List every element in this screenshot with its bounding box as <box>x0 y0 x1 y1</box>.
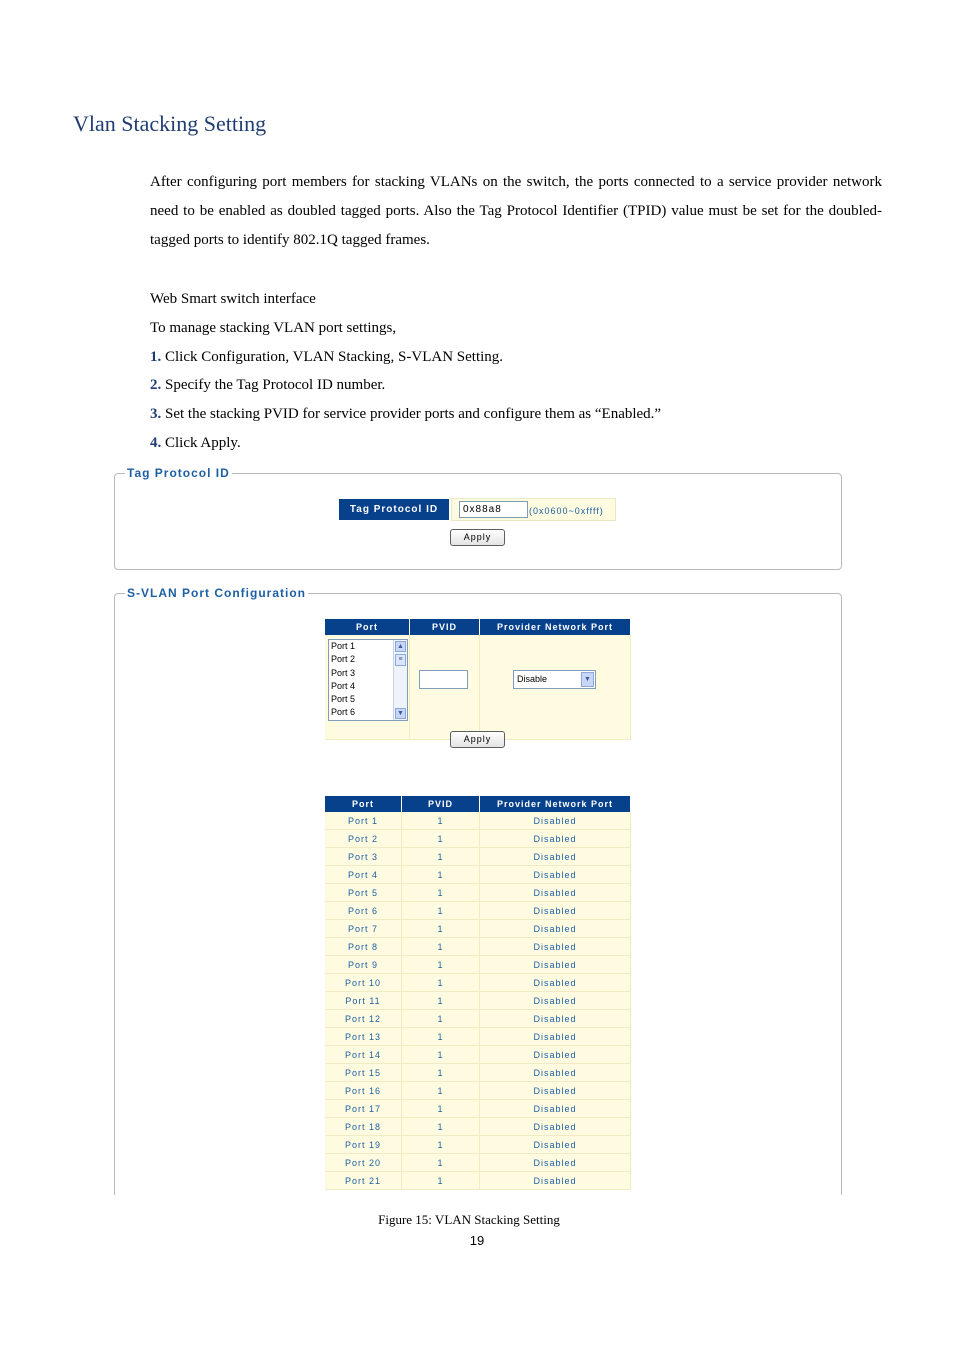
table-row <box>325 1028 631 1046</box>
step-number: 2. <box>150 377 162 393</box>
status-port-cell: Port 1 <box>325 812 402 830</box>
interface-label: Web Smart switch interface <box>150 291 316 307</box>
table-row <box>325 866 631 884</box>
step-number: 3. <box>150 406 162 422</box>
status-provider-cell: Disabled <box>480 956 631 974</box>
status-provider-cell: Disabled <box>480 812 631 830</box>
status-col-provider: Provider Network Port <box>480 796 631 812</box>
scroll-up-icon[interactable]: ▲ <box>395 641 406 652</box>
port-listbox[interactable] <box>328 639 408 721</box>
status-pvid-cell: 1 <box>402 1136 480 1154</box>
status-col-port: Port <box>325 796 402 812</box>
status-port-cell: Port 17 <box>325 1100 402 1118</box>
step-number: 4. <box>150 435 162 451</box>
port-option[interactable]: Port 1 <box>331 641 356 651</box>
table-row <box>325 956 631 974</box>
status-port-cell: Port 8 <box>325 938 402 956</box>
status-pvid-cell: 1 <box>402 830 480 848</box>
status-provider-cell: Disabled <box>480 1010 631 1028</box>
status-provider-cell: Disabled <box>480 1046 631 1064</box>
tpid-label: Tag Protocol ID <box>339 499 449 520</box>
status-port-cell: Port 7 <box>325 920 402 938</box>
table-row <box>325 974 631 992</box>
status-provider-cell: Disabled <box>480 974 631 992</box>
page-number: 19 <box>469 1233 485 1248</box>
status-pvid-cell: 1 <box>402 866 480 884</box>
step-4 <box>150 433 241 453</box>
svlan-apply-button[interactable]: Apply <box>450 731 505 748</box>
figure-caption-text: Figure 15: VLAN Stacking Setting <box>378 1212 560 1227</box>
status-provider-cell: Disabled <box>480 992 631 1010</box>
status-port-cell: Port 12 <box>325 1010 402 1028</box>
status-port-cell: Port 10 <box>325 974 402 992</box>
status-pvid-cell: 1 <box>402 1082 480 1100</box>
status-pvid-cell: 1 <box>402 1118 480 1136</box>
status-port-cell: Port 2 <box>325 830 402 848</box>
intro-paragraph: After configuring port members for stacking VLANs on the switch, the ports connected to a service provider network need to be enabled as doubled tagged ports. Also the Tag Protocol Identifier (TPID) value must be set for the doubled-tagged ports to identify 802.1Q tagged frames. <box>150 174 882 248</box>
step-text: Specify the Tag Protocol ID number. <box>161 377 386 393</box>
status-pvid-cell: 1 <box>402 812 480 830</box>
step-2 <box>150 375 385 395</box>
status-pvid-cell: 1 <box>402 1064 480 1082</box>
status-pvid-cell: 1 <box>402 956 480 974</box>
table-row <box>325 1118 631 1136</box>
status-port-cell: Port 6 <box>325 902 402 920</box>
table-row <box>325 1010 631 1028</box>
status-provider-cell: Disabled <box>480 884 631 902</box>
status-provider-cell: Disabled <box>480 1064 631 1082</box>
status-col-pvid: PVID <box>402 796 480 812</box>
status-pvid-cell: 1 <box>402 848 480 866</box>
table-row <box>325 848 631 866</box>
status-port-cell: Port 4 <box>325 866 402 884</box>
config-header-row <box>325 619 631 635</box>
status-provider-cell: Disabled <box>480 938 631 956</box>
listbox-scrollbar[interactable] <box>393 640 407 720</box>
status-provider-cell: Disabled <box>480 848 631 866</box>
table-row <box>325 1172 631 1190</box>
table-row <box>325 1136 631 1154</box>
status-pvid-cell: 1 <box>402 920 480 938</box>
status-port-cell: Port 19 <box>325 1136 402 1154</box>
port-option[interactable]: Port 5 <box>331 694 356 705</box>
table-row <box>325 812 631 830</box>
table-row <box>325 884 631 902</box>
status-provider-cell: Disabled <box>480 1082 631 1100</box>
status-provider-cell: Disabled <box>480 1100 631 1118</box>
status-port-cell: Port 13 <box>325 1028 402 1046</box>
scroll-down-icon[interactable]: ▼ <box>395 708 406 719</box>
col-provider: Provider Network Port <box>480 619 631 635</box>
provider-network-select[interactable] <box>513 670 596 689</box>
tpid-apply-button[interactable]: Apply <box>450 529 505 546</box>
figure-caption <box>0 1212 954 1228</box>
status-port-cell: Port 15 <box>325 1064 402 1082</box>
port-option[interactable]: Port 3 <box>331 667 356 678</box>
status-pvid-cell: 1 <box>402 902 480 920</box>
status-provider-cell: Disabled <box>480 830 631 848</box>
table-row <box>325 1046 631 1064</box>
svlan-panel-legend: S-VLAN Port Configuration <box>127 586 306 600</box>
step-1 <box>150 347 503 367</box>
table-row <box>325 1082 631 1100</box>
status-header-row <box>325 796 631 812</box>
step-text: Click Apply. <box>161 435 241 451</box>
status-port-cell: Port 14 <box>325 1046 402 1064</box>
table-row <box>325 938 631 956</box>
status-port-cell: Port 21 <box>325 1172 402 1190</box>
tpid-input[interactable]: 0x88a8 <box>459 501 528 518</box>
svlan-status-table <box>325 796 631 1190</box>
status-port-cell: Port 3 <box>325 848 402 866</box>
step-text: Click Configuration, VLAN Stacking, S-VLAN Setting. <box>161 349 504 365</box>
step-text: Set the stacking PVID for service provider ports and configure them as “Enabled.” <box>161 406 662 422</box>
status-provider-cell: Disabled <box>480 1136 631 1154</box>
status-provider-cell: Disabled <box>480 1154 631 1172</box>
pvid-input[interactable] <box>419 670 468 689</box>
status-port-cell: Port 16 <box>325 1082 402 1100</box>
status-pvid-cell: 1 <box>402 1100 480 1118</box>
status-pvid-cell: 1 <box>402 1010 480 1028</box>
status-provider-cell: Disabled <box>480 920 631 938</box>
status-port-cell: Port 5 <box>325 884 402 902</box>
status-provider-cell: Disabled <box>480 902 631 920</box>
port-option[interactable]: Port 2 <box>331 654 356 665</box>
chevron-down-icon[interactable]: ▼ <box>581 672 594 687</box>
tpid-range-hint: (0x0600~0xffff) <box>529 506 604 516</box>
table-row <box>325 902 631 920</box>
port-option[interactable]: Port 4 <box>331 680 356 691</box>
col-port: Port <box>325 619 410 635</box>
port-option[interactable]: Port 6 <box>331 707 356 718</box>
table-row <box>325 1154 631 1172</box>
section-heading: Vlan Stacking Setting <box>73 111 267 136</box>
table-row <box>325 1064 631 1082</box>
scroll-thumb[interactable]: ≡ <box>395 654 406 666</box>
status-provider-cell: Disabled <box>480 866 631 884</box>
status-port-cell: Port 11 <box>325 992 402 1010</box>
status-provider-cell: Disabled <box>480 1118 631 1136</box>
table-row <box>325 830 631 848</box>
status-port-cell: Port 18 <box>325 1118 402 1136</box>
status-port-cell: Port 20 <box>325 1154 402 1172</box>
status-pvid-cell: 1 <box>402 884 480 902</box>
status-pvid-cell: 1 <box>402 1046 480 1064</box>
table-row <box>325 1100 631 1118</box>
status-pvid-cell: 1 <box>402 1028 480 1046</box>
table-row <box>325 992 631 1010</box>
provider-selected-value: Disable <box>517 674 548 684</box>
status-provider-cell: Disabled <box>480 1028 631 1046</box>
status-port-cell: Port 9 <box>325 956 402 974</box>
table-row <box>325 920 631 938</box>
step-3 <box>150 404 661 424</box>
manage-label: To manage stacking VLAN port settings, <box>150 320 397 336</box>
status-provider-cell: Disabled <box>480 1172 631 1190</box>
col-pvid: PVID <box>410 619 480 635</box>
status-pvid-cell: 1 <box>402 938 480 956</box>
status-pvid-cell: 1 <box>402 974 480 992</box>
step-number: 1. <box>150 349 162 365</box>
status-pvid-cell: 1 <box>402 992 480 1010</box>
status-pvid-cell: 1 <box>402 1172 480 1190</box>
tpid-panel-legend: Tag Protocol ID <box>127 466 230 480</box>
status-pvid-cell: 1 <box>402 1154 480 1172</box>
